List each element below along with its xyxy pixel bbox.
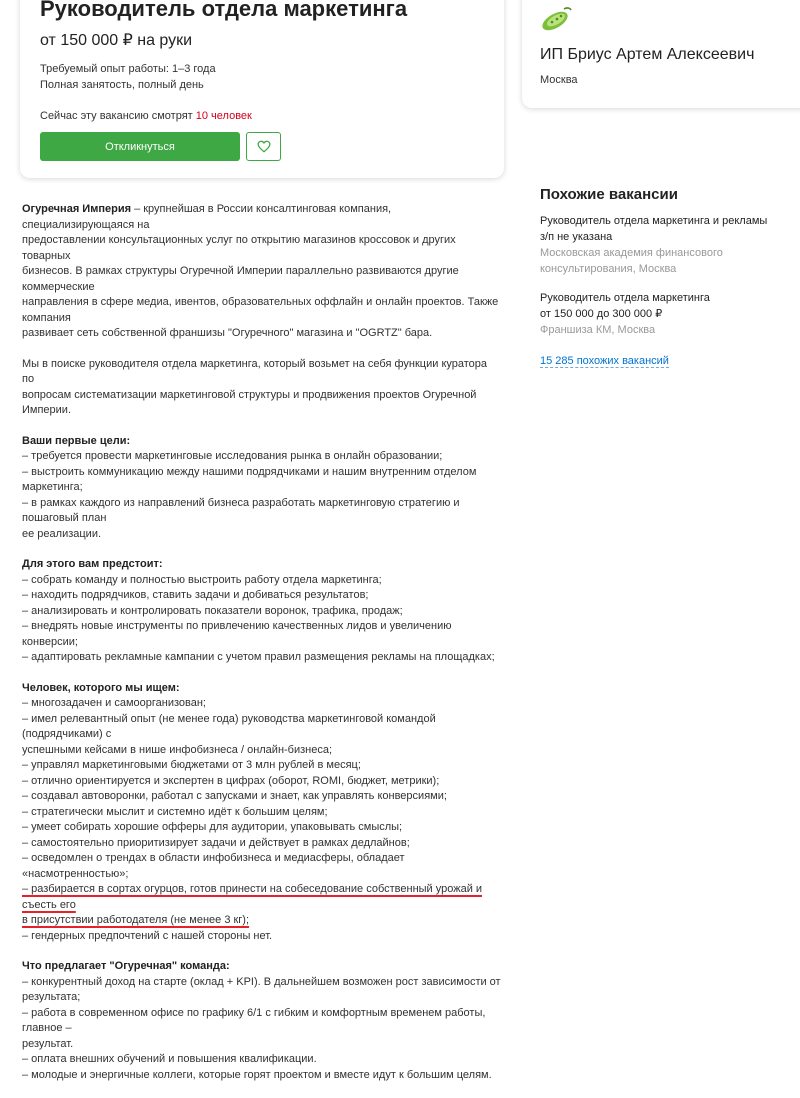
vacancy-title: Руководитель отдела маркетинга xyxy=(40,0,408,21)
vacancy-salary: от 150 000 ₽ на руки xyxy=(40,32,193,49)
similar-heading: Похожие вакансии xyxy=(540,186,678,203)
vacancy-description xyxy=(22,202,502,1098)
company-city: Москва xyxy=(540,74,578,86)
cucumber-logo-icon xyxy=(540,4,574,39)
company-name[interactable]: ИП Бриус Артем Алексеевич xyxy=(540,46,755,63)
person-heading: Человек, которого мы ищем: xyxy=(22,681,180,694)
highlighted-requirement: – разбирается в сортах огурцов, готов принести на собеседование собственный урожай и съесть его xyxy=(22,883,483,911)
intro-paragraph: Огуречная Империя – крупнейшая в России консалтинговая компания, специализирующаяся на предоставлении консультационных услуг по открытию магазинов кроссовок и других товарных бизнесов. В рамках структуры Огуречной Империи параллельно развиваются другие коммерческие направления в сфере медиа, ивентов, образовательных оффлайн и онлайн проектов. Также компания развивает сеть собственной франшизы "Огуречного" магазина и "OGRTZ" бара. xyxy=(22,203,499,339)
similar-item-title[interactable]: Руководитель отдела маркетинга и рекламы xyxy=(540,215,768,227)
similar-item-company-city: консультирования, Москва xyxy=(540,263,677,275)
vacancy-header-card xyxy=(20,0,504,178)
tasks-section: Для этого вам предстоит: – собрать команду и полностью выстроить работу отдела маркетинга; – находить подрядчиков, ставить задачи и добиваться результатов; – анализировать и контролировать показатели воронок, трафика, продаж; – внедрять новые инструменты по привлечению качественных лидов и увеличению конверсии; – адаптировать рекламные кампании с учетом правил размещения рекламы на площадках; xyxy=(22,557,502,666)
viewers-count: 10 человек xyxy=(195,110,252,122)
similar-item-title[interactable]: Руководитель отдела маркетинга xyxy=(540,292,710,304)
viewers-prefix: Сейчас эту вакансию смотрят xyxy=(40,110,196,122)
tasks-heading: Для этого вам предстоит: xyxy=(22,558,163,570)
more-similar-link[interactable]: 15 285 похожих вакансий xyxy=(540,355,669,367)
similar-item[interactable] xyxy=(540,213,790,277)
employment-type: Полная занятость, полный день xyxy=(40,79,204,91)
similar-item[interactable] xyxy=(540,290,790,338)
offer-heading: Что предлагает "Огуречная" команда: xyxy=(22,960,230,972)
company-brand: Огуречная Империя xyxy=(22,203,132,215)
similar-item-company: Франшиза КМ, Москва xyxy=(540,324,656,336)
goals-heading: Ваши первые цели: xyxy=(22,434,131,447)
goals-section: Ваши первые цели: – требуется провести маркетинговые исследования рынка в онлайн образовании; – выстроить коммуникацию между нашими подрядчиками и нашим внутренним отделом маркетинга; – в рамках каждого из направлений бизнеса разработать маркетинговую стратегию и пошаговый план ее реализации. xyxy=(22,434,502,543)
apply-button[interactable]: Откликнуться xyxy=(40,132,240,161)
similar-item-salary: от 150 000 до 300 000 ₽ xyxy=(540,308,663,320)
similar-item-company: Московская академия финансового xyxy=(540,247,723,259)
experience-requirement: Требуемый опыт работы: 1–3 года xyxy=(40,63,216,75)
offer-section: Что предлагает "Огуречная" команда: – конкурентный доход на старте (оклад + KPI). В дальнейшем возможен рост зависимости от результата; – работа в современном офисе по графику 6/1 с гибким и комфортным временем работы, главное – результат. – оплата внешних обучений и повышения квалификации. – молодые и энергичные коллеги, которые горят проектом и вместе идут к большим целям. xyxy=(22,960,501,1081)
company-card xyxy=(522,0,800,108)
person-section: Человек, которого мы ищем: – многозадачен и самоорганизован; – имел релевантный опыт (не менее года) руководства маркетинговой командой (подрядчиками) с успешными кейсами в нише инфобизнеса / онлайн-бизнеса; – управлял маркетинговыми бюджетами от 3 млн рублей в месяц; – отлично ориентируется и экспертен в цифрах (оборот, ROMI, бюджет, метрики); – создавал автоворонки, работал с запусками и знает, как управлять конверсиями; – стратегически мыслит и системно идёт к большим целям; – умеет собирать хорошие офферы для аудитории, упаковывать смыслы; – самостоятельно приоритизирует задачи и действует в рамках дедлайнов; – осведомлен о трендах в области инфобизнеса и медиасферы, обладает «насмотренностью»; – разбирается в сортах огурцов, готов принести на собеседование собственный урожай и съесть его в присутствии работодателя (не менее 3 кг); – гендерных предпочтений с нашей стороны нет. xyxy=(22,681,502,945)
similar-item-salary: з/п не указана xyxy=(540,231,613,243)
heart-outline-icon xyxy=(257,140,271,153)
search-paragraph: Мы в поиске руководителя отдела маркетинга, который возьмет на себя функции куратора по вопросам систематизации маркетинговой структуры и продвижения проектов Огуречной Империи. xyxy=(22,357,488,416)
viewers-counter xyxy=(40,110,252,122)
favorite-button[interactable] xyxy=(246,132,281,161)
similar-vacancies xyxy=(540,186,790,369)
